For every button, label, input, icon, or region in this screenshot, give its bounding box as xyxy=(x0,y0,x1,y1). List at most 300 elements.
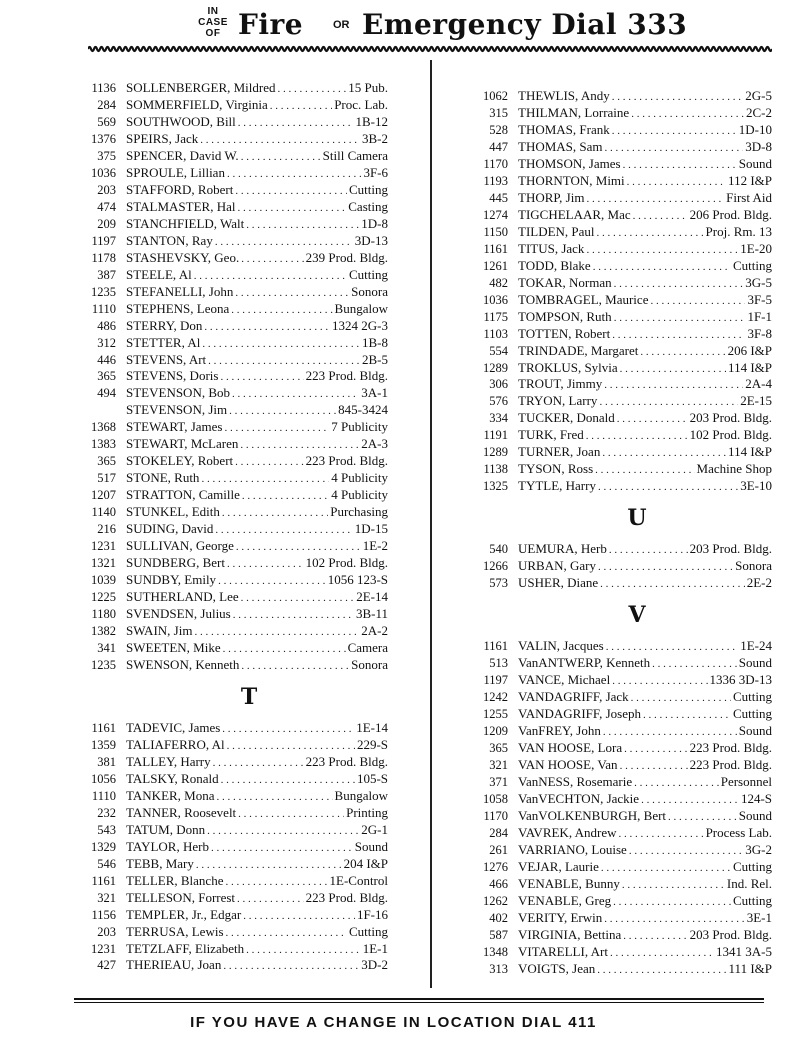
directory-entry xyxy=(462,791,772,808)
extension-number: 573 xyxy=(489,576,508,591)
leader-dots xyxy=(612,329,745,341)
location: Cutting xyxy=(732,706,772,722)
directory-entry xyxy=(70,623,388,640)
leader-dots xyxy=(217,791,333,803)
location: First Aid xyxy=(726,189,772,205)
extension-number: 466 xyxy=(489,876,508,891)
employee-name: STEWART, James xyxy=(126,419,223,435)
directory-entry xyxy=(462,944,772,961)
wavy-rule xyxy=(88,43,772,55)
location: 3E-10 xyxy=(740,478,772,494)
leader-dots xyxy=(603,726,737,738)
employee-name: SOUTHWOOD, Bill xyxy=(126,113,236,129)
directory-entry xyxy=(70,233,388,250)
extension-number: 482 xyxy=(489,275,508,290)
extension-number: 528 xyxy=(489,122,508,137)
employee-name: TANKER, Mona xyxy=(126,787,215,803)
employee-name: STEWART, McLaren xyxy=(126,436,239,452)
location: 102 Prod. Bldg. xyxy=(305,555,388,571)
location: 1B-12 xyxy=(355,113,388,129)
extension-number: 1266 xyxy=(483,559,508,574)
employee-name: SWAIN, Jim xyxy=(126,623,193,638)
in-word: IN xyxy=(207,6,219,17)
directory-entry xyxy=(462,427,772,444)
leader-dots xyxy=(201,473,329,485)
employee-name: TIGCHELAAR, Mac xyxy=(518,206,631,222)
directory-entry xyxy=(462,723,772,740)
footer-rule-thin xyxy=(74,1002,764,1003)
location: 114 I&P xyxy=(728,359,772,375)
leader-dots xyxy=(202,338,360,350)
location: 7 Publicity xyxy=(331,419,388,435)
extension-number: 587 xyxy=(489,927,508,942)
leader-dots xyxy=(246,944,361,956)
employee-name: TAYLOR, Herb xyxy=(126,838,209,854)
extension-number: 1376 xyxy=(91,131,116,146)
leader-dots xyxy=(220,371,303,383)
leader-dots xyxy=(623,930,687,942)
employee-name: THOMAS, Sam xyxy=(518,138,603,154)
directory-entry xyxy=(70,754,388,771)
employee-name: VENABLE, Bunny xyxy=(518,875,620,891)
directory-entry xyxy=(70,250,388,267)
directory-entry xyxy=(462,393,772,410)
location: Purchasing xyxy=(330,504,388,520)
leader-dots xyxy=(620,760,688,772)
employee-name: TEBB, Mary xyxy=(126,855,194,871)
s-entries xyxy=(70,80,388,674)
leader-dots xyxy=(227,558,304,570)
extension-number: 1274 xyxy=(483,207,508,222)
location: 3E-1 xyxy=(746,909,772,925)
leader-dots xyxy=(668,811,737,823)
extension-number: 1197 xyxy=(91,233,116,248)
location: 206 Prod. Bldg. xyxy=(689,206,772,222)
employee-name: SUNDBY, Emily xyxy=(126,572,217,588)
extension-number: 1180 xyxy=(91,607,116,622)
employee-name: TILDEN, Paul xyxy=(518,223,595,239)
extension-number: 1289 xyxy=(483,360,508,375)
extension-number: 1140 xyxy=(91,505,116,520)
leader-dots xyxy=(618,828,703,840)
extension-number: 569 xyxy=(97,114,116,129)
directory-entry xyxy=(70,720,388,737)
employee-name: TITUS, Jack xyxy=(518,240,585,256)
location: Cutting xyxy=(348,923,388,939)
directory-entry xyxy=(70,301,388,318)
employee-name: SPROULE, Lillian xyxy=(126,164,225,180)
leader-dots xyxy=(222,507,328,519)
location: 4 Publicity xyxy=(331,487,388,503)
extension-number: 1235 xyxy=(91,284,116,299)
extension-number: 1255 xyxy=(483,707,508,722)
employee-name: VANDAGRIFF, Joseph xyxy=(518,706,641,722)
directory-entry xyxy=(462,275,772,292)
employee-name: STASHEVSKY, Geo. xyxy=(126,249,240,265)
employee-name: TERRUSA, Lewis xyxy=(126,923,224,939)
employee-name: THORP, Jim xyxy=(518,189,585,205)
footer-notice: IF YOU HAVE A CHANGE IN LOCATION DIAL 411 xyxy=(190,1014,597,1031)
employee-name: VANDAGRIFF, Jack xyxy=(518,689,629,705)
directory-entry xyxy=(462,961,772,978)
location: 2A-4 xyxy=(745,376,772,392)
directory-entry xyxy=(462,309,772,326)
location: 114 I&P xyxy=(728,444,772,460)
employee-name: TODD, Blake xyxy=(518,257,591,273)
location: 1D-15 xyxy=(354,521,388,537)
employee-name: STEELE, Al xyxy=(126,266,192,282)
directory-entry xyxy=(462,876,772,893)
v-entries xyxy=(462,638,772,977)
extension-number: 1138 xyxy=(483,462,508,477)
extension-number: 387 xyxy=(97,267,116,282)
leader-dots xyxy=(595,464,694,476)
directory-entry xyxy=(70,572,388,589)
directory-entry xyxy=(462,638,772,655)
extension-number: 1178 xyxy=(91,250,116,265)
location: 223 Prod. Bldg. xyxy=(305,753,388,769)
extension-number: 1197 xyxy=(483,673,508,688)
directory-entry xyxy=(70,148,388,165)
employee-name: SVENDSEN, Julius xyxy=(126,606,231,622)
location: 4 Publicity xyxy=(331,470,388,486)
leader-dots xyxy=(612,125,737,137)
leader-dots xyxy=(235,287,349,299)
location: Bungalow xyxy=(334,300,388,316)
location: 1E-20 xyxy=(740,240,772,256)
leader-dots xyxy=(614,312,746,324)
directory-entry xyxy=(70,788,388,805)
directory-entry xyxy=(462,774,772,791)
directory-entry xyxy=(70,873,388,890)
directory-entry xyxy=(70,419,388,436)
leader-dots xyxy=(597,964,726,976)
location: Printing xyxy=(346,804,388,820)
leader-dots xyxy=(233,609,354,621)
employee-name: TALIAFERRO, Al xyxy=(126,736,225,752)
extension-number: 1058 xyxy=(483,791,508,806)
extension-number: 1225 xyxy=(91,590,116,605)
leader-dots xyxy=(278,83,347,95)
extension-number: 1039 xyxy=(91,573,116,588)
location: Personnel xyxy=(720,773,772,789)
extension-number: 365 xyxy=(97,454,116,469)
directory-entry xyxy=(70,856,388,873)
employee-name: TRYON, Larry xyxy=(518,393,598,409)
location: Sonora xyxy=(735,558,772,574)
employee-name: VAN HOOSE, Van xyxy=(518,756,618,772)
extension-number: 1103 xyxy=(483,326,508,341)
directory-entry xyxy=(462,343,772,360)
leader-dots xyxy=(586,193,724,205)
extension-number: 341 xyxy=(97,640,116,655)
location: Sound xyxy=(738,807,772,823)
employee-name: STEVENSON, Bob xyxy=(126,385,231,401)
location: 204 I&P xyxy=(343,855,388,871)
column-divider xyxy=(430,60,432,988)
case-word: CASE xyxy=(198,17,228,28)
location: Sonora xyxy=(351,656,388,672)
employee-name: UEMURA, Herb xyxy=(518,541,607,557)
employee-name: TATUM, Donn xyxy=(126,821,206,837)
directory-entry xyxy=(70,352,388,369)
extension-number: 284 xyxy=(489,825,508,840)
fire-word: Fire xyxy=(238,8,304,41)
location: 2C-2 xyxy=(746,104,772,120)
directory-entry xyxy=(70,436,388,453)
leader-dots xyxy=(246,219,359,231)
directory-entry xyxy=(462,224,772,241)
location: 3A-1 xyxy=(361,385,388,401)
location: 3B-11 xyxy=(355,606,388,622)
employee-name: TANNER, Roosevelt xyxy=(126,804,237,820)
location: 206 I&P xyxy=(727,342,772,358)
directory-entry xyxy=(70,771,388,788)
leader-dots xyxy=(215,524,352,536)
extension-number: 365 xyxy=(97,369,116,384)
in-case-of-label xyxy=(193,6,233,39)
extension-number: 1161 xyxy=(483,241,508,256)
leader-dots xyxy=(196,859,342,871)
extension-number: 1348 xyxy=(483,944,508,959)
location: 2B-5 xyxy=(362,351,388,367)
directory-entry xyxy=(70,822,388,839)
employee-name: VanANTWERP, Kenneth xyxy=(518,655,651,671)
section-letter-v: V xyxy=(628,602,646,629)
extension-number: 313 xyxy=(489,961,508,976)
directory-entry xyxy=(70,402,388,419)
employee-name: THOMAS, Frank xyxy=(518,121,610,137)
location: 124-S xyxy=(740,790,772,806)
employee-name: URBAN, Gary xyxy=(518,558,596,574)
employee-name: SWEETEN, Mike xyxy=(126,639,221,655)
extension-number: 1382 xyxy=(91,624,116,638)
directory-entry xyxy=(70,589,388,606)
extension-number: 1289 xyxy=(483,445,508,460)
extension-number: 371 xyxy=(489,774,508,789)
directory-entry xyxy=(70,839,388,856)
employee-name: STETTER, Al xyxy=(126,334,201,350)
extension-number: 486 xyxy=(97,318,116,333)
employee-name: TYTLE, Harry xyxy=(518,478,596,494)
location: 3B-2 xyxy=(362,130,388,146)
extension-number: 321 xyxy=(489,757,508,772)
location: Cutting xyxy=(348,266,388,282)
extension-number: 1156 xyxy=(91,907,116,922)
extension-number: 1175 xyxy=(483,309,508,324)
extension-number: 513 xyxy=(489,656,508,671)
directory-entry xyxy=(70,267,388,284)
employee-name: TUCKER, Donald xyxy=(518,410,615,426)
location: Camera xyxy=(347,639,388,655)
extension-number: 1261 xyxy=(483,258,508,273)
leader-dots xyxy=(597,227,704,239)
leader-dots xyxy=(631,108,744,120)
location: 229-S xyxy=(356,736,388,752)
employee-name: STERRY, Don xyxy=(126,317,203,333)
leader-dots xyxy=(204,321,330,333)
employee-name: VOIGTS, Jean xyxy=(518,960,596,976)
t-entries-right xyxy=(462,88,772,495)
extension-number: 261 xyxy=(489,842,508,857)
extension-number: 1193 xyxy=(483,173,508,188)
directory-entry xyxy=(70,318,388,335)
location: Casting xyxy=(348,198,388,214)
leader-dots xyxy=(200,134,360,146)
extension-number: 517 xyxy=(97,471,116,486)
leader-dots xyxy=(242,490,329,502)
employee-name: TYSON, Ross xyxy=(518,461,594,477)
extension-number: 1231 xyxy=(91,539,116,554)
employee-name: TROUT, Jimmy xyxy=(518,376,603,392)
leader-dots xyxy=(631,692,731,704)
leader-dots xyxy=(194,626,359,638)
directory-entry xyxy=(70,385,388,402)
employee-name: STOKELEY, Robert xyxy=(126,453,234,469)
location: 3G-2 xyxy=(745,841,772,857)
employee-name: STAFFORD, Robert xyxy=(126,181,234,197)
leader-dots xyxy=(586,244,738,256)
extension-number: 306 xyxy=(489,377,508,392)
extension-number: 203 xyxy=(97,924,116,939)
leader-dots xyxy=(627,176,726,188)
employee-name: VANCE, Michael xyxy=(518,672,611,688)
leader-dots xyxy=(232,388,359,400)
location: Sound xyxy=(738,655,772,671)
leader-dots xyxy=(602,447,726,459)
leader-dots xyxy=(238,117,354,129)
location: Process Lab. xyxy=(705,824,772,840)
employee-name: TALLEY, Harry xyxy=(126,753,211,769)
employee-name: TROKLUS, Sylvia xyxy=(518,359,618,375)
location: 203 Prod. Bldg. xyxy=(689,926,772,942)
location: Cutting xyxy=(732,892,772,908)
directory-entry xyxy=(70,80,388,97)
directory-entry xyxy=(462,173,772,190)
location: Cutting xyxy=(732,858,772,874)
employee-name: STEPHENS, Leona xyxy=(126,300,230,316)
location: Bungalow xyxy=(334,787,388,803)
leader-dots xyxy=(640,346,725,358)
extension-number: 1170 xyxy=(483,156,508,171)
directory-entry xyxy=(462,757,772,774)
employee-name: STEVENS, Art xyxy=(126,351,207,367)
directory-entry xyxy=(462,461,772,478)
directory-entry xyxy=(70,538,388,555)
location: 223 Prod. Bldg. xyxy=(689,739,772,755)
extension-number: 315 xyxy=(489,105,508,120)
directory-entry xyxy=(70,182,388,199)
extension-number: 1235 xyxy=(91,657,116,672)
extension-number: 232 xyxy=(97,805,116,820)
directory-entry xyxy=(462,122,772,139)
employee-name: VEJAR, Laurie xyxy=(518,858,599,874)
location: 1B-8 xyxy=(362,334,388,350)
employee-name: SOMMERFIELD, Virginia xyxy=(126,96,268,112)
directory-entry xyxy=(462,655,772,672)
extension-number: 321 xyxy=(97,890,116,905)
footer-rule-thick xyxy=(74,998,764,1000)
employee-name: THERIEAU, Joan xyxy=(126,957,222,973)
leader-dots xyxy=(606,641,739,653)
t-entries-left xyxy=(70,720,388,975)
employee-name: TELLESON, Forrest xyxy=(126,889,236,905)
leader-dots xyxy=(599,396,738,408)
directory-entry xyxy=(70,907,388,924)
extension-number: 1359 xyxy=(91,737,116,752)
directory-entry xyxy=(462,410,772,427)
employee-name: STALMASTER, Hal xyxy=(126,198,236,214)
right-column xyxy=(462,88,772,978)
extension-number: 1136 xyxy=(91,81,116,95)
leader-dots xyxy=(652,658,737,670)
or-word: OR xyxy=(333,19,350,31)
leader-dots xyxy=(222,723,354,735)
location: 102 Prod. Bldg. xyxy=(689,427,772,443)
section-letter-u: U xyxy=(627,505,647,532)
employee-name: TURK, Fred xyxy=(518,427,584,443)
employee-name: SUDING, David xyxy=(126,521,214,537)
location: 112 I&P xyxy=(728,172,772,188)
extension-number: 1110 xyxy=(91,788,116,803)
directory-entry xyxy=(462,88,772,105)
extension-number: 1207 xyxy=(91,488,116,503)
leader-dots xyxy=(601,862,731,874)
leader-dots xyxy=(613,896,731,908)
directory-entry xyxy=(462,156,772,173)
extension-number: 1110 xyxy=(91,301,116,316)
employee-name: VIRGINIA, Bettina xyxy=(518,926,622,942)
location: 1D-8 xyxy=(361,215,388,231)
leader-dots xyxy=(634,777,719,789)
directory-entry xyxy=(70,504,388,521)
location: Cutting xyxy=(732,689,772,705)
employee-name: STEVENS, Doris xyxy=(126,368,219,384)
location: 1324 2G-3 xyxy=(332,317,388,333)
leader-dots xyxy=(225,876,327,888)
directory-entry xyxy=(462,808,772,825)
employee-name: TETZLAFF, Elizabeth xyxy=(126,940,245,956)
extension-number: 381 xyxy=(97,754,116,769)
location: 3D-13 xyxy=(354,232,388,248)
extension-number: 494 xyxy=(97,386,116,401)
extension-number: 1231 xyxy=(91,941,116,956)
left-column xyxy=(70,80,388,974)
directory-entry xyxy=(462,910,772,927)
extension-number: 1036 xyxy=(91,165,116,180)
employee-name: VITARELLI, Art xyxy=(518,943,608,959)
employee-name: VanVECHTON, Jackie xyxy=(518,790,640,806)
location: 223 Prod. Bldg. xyxy=(305,889,388,905)
location: Sound xyxy=(738,723,772,738)
leader-dots xyxy=(236,541,361,553)
leader-dots xyxy=(641,794,739,806)
section-letter-t: T xyxy=(240,683,258,710)
leader-dots xyxy=(215,236,353,248)
employee-name: STUNKEL, Edith xyxy=(126,504,220,520)
employee-name: VanFREY, John xyxy=(518,723,601,738)
emergency-dial-text: Emergency Dial 333 xyxy=(362,8,688,41)
extension-number: 1262 xyxy=(483,893,508,908)
extension-number: 1329 xyxy=(91,839,116,854)
location: 2A-3 xyxy=(361,436,388,452)
leader-dots xyxy=(650,295,745,307)
leader-dots xyxy=(221,774,355,786)
directory-entry xyxy=(462,207,772,224)
location: 1341 3A-5 xyxy=(716,943,772,959)
employee-name: STEFANELLI, John xyxy=(126,283,234,299)
employee-name: SUNDBERG, Bert xyxy=(126,555,225,571)
